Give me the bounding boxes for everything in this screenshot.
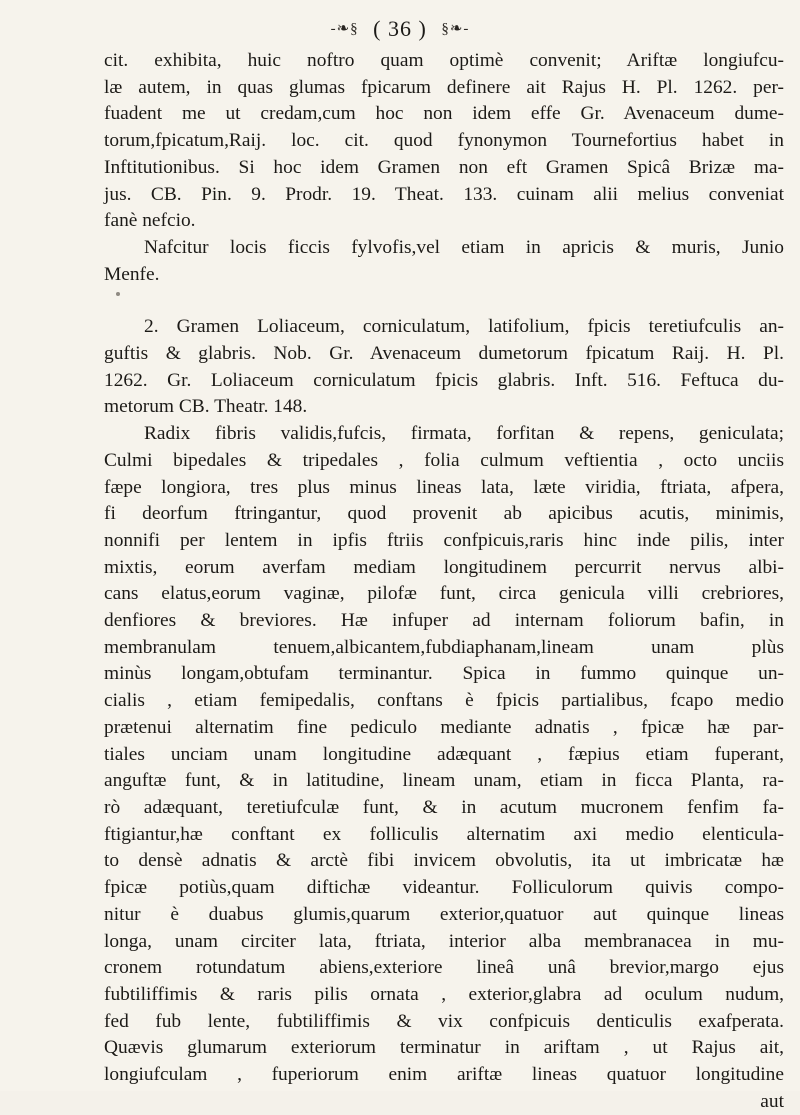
text-line: tiales unciam unam longitudine adæquant , fæpius etiam fuperant, xyxy=(104,743,784,765)
text-line: anguftæ funt, & in latitudine, lineam unam, etiam in ficca Planta, ra- xyxy=(104,770,784,792)
paragraph-2 xyxy=(104,235,784,288)
text-line: Quævis glumarum exteriorum terminatur in ariftam , ut Rajus ait, xyxy=(104,1037,784,1059)
text-line: fpicæ potiùs,quam diftichæ videantur. Folliculorum quivis compo- xyxy=(104,877,784,899)
text-line: Radix fibris validis,fufcis, firmata, forfitan & repens, geniculata; xyxy=(144,423,784,445)
text-line: nonnifi per lentem in ipfis ftriis confpicuis,raris hinc inde pilis, inter xyxy=(104,529,784,551)
text-line: denfiores & breviores. Hæ infuper ad internam foliorum bafin, in xyxy=(104,610,784,632)
text-line: Culmi bipedales & tripedales , folia culmum veftientia , octo unciis xyxy=(104,449,784,471)
text-line: to densè adnatis & arctè fibi invicem obvolutis, ita ut imbricatæ hæ xyxy=(104,850,784,872)
text-line: nitur è duabus glumis,quarum exterior,quatuor aut quinque lineas xyxy=(104,903,784,925)
text-line: longiufculam , fuperiorum enim ariftæ lineas quatuor longitudine xyxy=(104,1064,784,1086)
text-line: metorum CB. Theatr. 148. xyxy=(104,396,308,418)
text-line: longa, unam circiter lata, ftriata, interior alba membranacea in mu- xyxy=(104,930,784,952)
text-line: Inftitutionibus. Si hoc idem Gramen non eft Gramen Spicâ Brizæ ma- xyxy=(104,156,784,178)
paragraph-gap xyxy=(104,288,784,314)
text-line: fanè nefcio. xyxy=(104,210,196,232)
text-line: guftis & glabris. Nob. Gr. Avenaceum dumetorum fpicatum Raij. H. Pl. xyxy=(104,343,784,365)
header-ornament-left: -❧§ xyxy=(330,21,359,38)
catchword: aut xyxy=(760,1090,784,1112)
page-header xyxy=(0,14,800,42)
text-line: 2. Gramen Loliaceum, corniculatum, latifolium, fpicis teretiufculis an- xyxy=(144,316,784,338)
text-line: læ autem, in quas glumas fpicarum definere ait Rajus H. Pl. 1262. per- xyxy=(104,76,784,98)
text-line: rò adæquant, teretiufculæ funt, & in acutum mucronem fenfim fa- xyxy=(104,796,784,818)
page-number: ( 36 ) xyxy=(373,15,427,41)
text-line: Menfe. xyxy=(104,263,160,285)
text-line: ftigiantur,hæ conftant ex folliculis alternatim axi medio elenticula- xyxy=(104,823,784,845)
paragraph-4 xyxy=(104,421,784,1089)
paragraph-1 xyxy=(104,48,784,235)
text-line: mixtis, eorum averfam mediam longitudinem percurrit nervus albi- xyxy=(104,556,784,578)
header-ornament-right: §❧- xyxy=(441,21,470,38)
text-line: cit. exhibita, huic noftro quam optimè convenit; Ariftæ longiufcu- xyxy=(104,50,784,71)
body-text xyxy=(104,48,784,1115)
text-line: prætenui alternatim fine pediculo mediante adnatis , fpicæ hæ par- xyxy=(104,716,784,738)
text-line: cans elatus,eorum vaginæ, pilofæ funt, circa genicula villi crebriores, xyxy=(104,583,784,605)
text-line: fæpe longiora, tres plus minus lineas lata, læte viridia, ftriata, afpera, xyxy=(104,476,784,498)
text-line: minùs longam,obtufam terminantur. Spica in fummo quinque un- xyxy=(104,663,784,685)
text-line: cialis , etiam femipedalis, conftans è fpicis partialibus, fcapo medio xyxy=(104,690,784,712)
text-line: jus. CB. Pin. 9. Prodr. 19. Theat. 133. cuinam alii melius conveniat xyxy=(104,183,784,205)
text-line: fuadent me ut credam,cum hoc non idem effe Gr. Avenaceum dume- xyxy=(104,103,784,125)
text-line: Nafcitur locis ficcis fylvofis,vel etiam in apricis & muris, Junio xyxy=(144,236,784,258)
text-line: fubtiliffimis & raris pilis ornata , exterior,glabra ad oculum nudum, xyxy=(104,983,784,1005)
text-line: 1262. Gr. Loliaceum corniculatum fpicis glabris. Inft. 516. Feftuca du- xyxy=(104,369,784,391)
text-line: fi deorfum ftringantur, quod provenit ab apicibus acutis, minimis, xyxy=(104,503,784,525)
paragraph-3 xyxy=(104,314,784,421)
text-line: torum,fpicatum,Raij. loc. cit. quod fynonymon Tournefortius habet in xyxy=(104,130,784,152)
text-line: fed fub lente, fubtiliffimis & vix confpicuis denticulis exafperata. xyxy=(104,1010,784,1032)
text-line: cronem rotundatum abiens,exteriore lineâ unâ brevior,margo ejus xyxy=(104,957,784,979)
text-line: membranulam tenuem,albicantem,fubdiaphanam,lineam unam plùs xyxy=(104,636,784,658)
